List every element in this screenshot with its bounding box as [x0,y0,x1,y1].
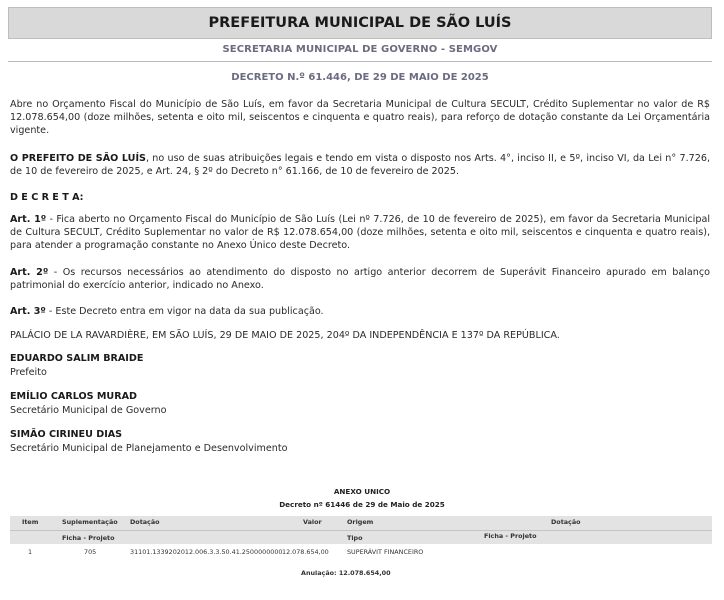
anulacao-total: Anulação: 12.078.654,00 [301,569,391,577]
col-tipo: Tipo [347,534,363,542]
col-ficha-projeto-origem: Ficha - Projeto [484,532,537,540]
row-valor: 12.078.654,00 [282,548,329,556]
col-suplementacao: Suplementação [62,518,118,526]
mayor-text: , no uso de suas atribuições legais e tendo em vista o disposto nos Arts. 4°, inciso II, e 5º, inciso VI, da Lei n° 7.726, de 10 de fevereiro de 2025, e Art. 24, § 2º do Decreto n° 61.166, de 10 de fevereiro de 2025. [10,153,710,177]
signatory-role: Secretário Municipal de Governo [10,405,167,416]
mayor-paragraph [10,152,710,178]
article-2-text: - Os recursos necessários ao atendimento do disposto no artigo anterior decorrem de Superávit Financeiro apurado em balanço patrimonial do exercício anterior, indicado no Anexo. [10,267,710,291]
article-3-text: - Este Decreto entra em vigor na data da sua publicação. [45,306,324,317]
article-3 [10,305,710,318]
col-ficha-projeto: Ficha - Projeto [62,534,115,542]
row-tipo: SUPERÁVIT FINANCEIRO [347,548,424,556]
annex-title: ANEXO UNICO [333,487,391,496]
signatory-role: Prefeito [10,367,47,378]
row-dotacao: 31101.1339202012.006.3.3.50.41.2500000000 [130,548,283,556]
signatory-role: Secretário Municipal de Planejamento e Desenvolvimento [10,443,288,454]
col-item: Item [22,518,39,526]
article-1-label: Art. 1º [10,214,47,225]
article-1-text: - Fica aberto no Orçamento Fiscal do Município de São Luís (Lei nº 7.726, de 10 de fevereiro de 2025), em favor da Secretaria Municipal de Cultura SECULT, Crédito Suplementar no valor de R$ 12.078.654,00 (doze milhões, setenta e oito mil, seiscentos e cinquenta e quatro reais), para atender a programação constante no Anexo Único deste Decreto. [10,214,710,251]
annex-header-divider [10,530,712,531]
page-title: PREFEITURA MUNICIPAL DE SÃO LUÍS [8,7,712,39]
col-dotacao: Dotação [130,518,160,526]
article-1 [10,213,710,252]
secretariat-title: SECRETARIA MUNICIPAL DE GOVERNO - SEMGOV [222,44,498,55]
row-item: 1 [28,548,33,556]
decree-title: DECRETO N.º 61.446, DE 29 DE MAIO DE 2025 [231,72,489,83]
decreta-heading: D E C R E T A: [10,192,84,203]
annex-subtitle: Decreto nº 61446 de 29 de Maio de 2025 [279,500,445,509]
col-valor: Valor [303,518,322,526]
article-3-label: Art. 3º [10,306,46,317]
col-dotacao-origem: Dotação [551,518,581,526]
signatory-name: SIMÃO CIRINEU DIAS [10,429,123,440]
mayor-label: O PREFEITO DE SÃO LUÍS [10,153,146,164]
signatory-name: EMÍLIO CARLOS MURAD [10,391,137,402]
secretariat-divider [8,61,712,62]
col-origem: Origem [347,518,374,526]
palace-line: PALÁCIO DE LA RAVARDIÈRE, EM SÃO LUÍS, 29 DE MAIO DE 2025, 204º DA INDEPENDÊNCIA E 137º DA REPÚBLICA. [10,330,560,341]
preamble-paragraph: Abre no Orçamento Fiscal do Município de São Luís, em favor da Secretaria Municipal de Cultura SECULT, Crédito Suplementar no valor de R$ 12.078.654,00 (doze milhões, setenta e oito mil, seiscentos e cinquenta e quatro reais), para reforço de dotação constante da Lei Orçamentária vigente. [10,99,710,136]
article-2 [10,266,710,292]
row-ficha: 705 [84,548,97,556]
signatory-name: EDUARDO SALIM BRAIDE [10,353,144,364]
article-2-label: Art. 2º [10,267,49,278]
